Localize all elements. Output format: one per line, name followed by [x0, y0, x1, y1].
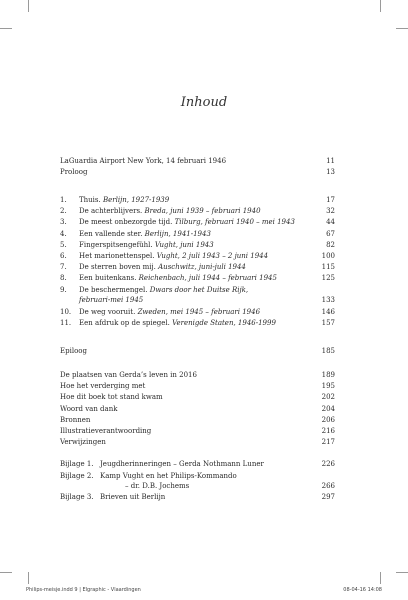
chapter-number: 2. [60, 207, 67, 216]
chapter-subtitle: Berlijn, 1927-1939 [102, 196, 170, 204]
crop-mark [28, 572, 29, 584]
chapter-subtitle: Vught, juni 1943 [154, 240, 214, 249]
crop-mark [380, 0, 381, 12]
chapter-page: 82 [326, 240, 335, 249]
chapter-page: 17 [326, 196, 335, 204]
toc-entry-label: LaGuardia Airport New York, 14 februari 1946 [60, 157, 227, 165]
crop-mark [396, 572, 408, 573]
chapter-title-main: Het marionettenspel. [79, 252, 157, 260]
toc-entry-page: 202 [321, 393, 335, 402]
backmatter-entry [60, 438, 335, 448]
toc-entry-page: 11 [326, 157, 335, 165]
chapter-number: 9. [60, 285, 67, 294]
backmatter-entry [60, 416, 335, 426]
appendix-title-continued: – dr. D.B. Jochems [125, 481, 190, 490]
appendix-title: Kamp Vught en het Philips-Kommando [100, 471, 237, 480]
backmatter-entry [60, 393, 335, 403]
toc-entry-page: 195 [321, 382, 335, 391]
chapter-title [79, 230, 211, 240]
chapter-page: 133 [321, 295, 335, 304]
chapter-title [79, 218, 295, 228]
appendix-page: 266 [321, 481, 335, 490]
chapter-title-main: De sterren boven mij. [79, 263, 159, 272]
chapter-title [79, 263, 246, 273]
chapter-title-main: Thuis. [79, 196, 103, 204]
chapter-page: 115 [321, 263, 335, 272]
toc-entry-page: 189 [321, 371, 335, 379]
chapter-page: 157 [321, 318, 335, 327]
appendix-number: Bijlage 3. [60, 493, 94, 501]
backmatter-entry [60, 382, 335, 392]
chapter-subtitle: Tilburg, februari 1940 – mei 1943 [174, 218, 295, 227]
chapter-subtitle: Zweden, mei 1945 – februari 1946 [137, 307, 261, 316]
chapter-number: 1. [60, 196, 67, 204]
chapter-title-main: De achterblijvers. [79, 207, 145, 216]
chapter-title-main: De meest onbezorgde tijd. [79, 218, 175, 227]
chapter-number: 5. [60, 240, 67, 249]
chapter-subtitle: Vught, 2 juli 1943 – 2 juni 1944 [156, 252, 269, 260]
toc-entry-label: Proloog [60, 168, 88, 176]
appendix-number: Bijlage 2. [60, 471, 94, 480]
toc-entry-label: Hoe dit boek tot stand kwam [60, 393, 163, 402]
toc-entry-page: 217 [321, 438, 335, 447]
chapter-number: 7. [60, 263, 67, 272]
chapter-page: 44 [326, 218, 335, 227]
chapter-entry [60, 196, 335, 206]
crop-mark [0, 28, 12, 29]
footer-right: 08-04-16 14:08 [343, 587, 382, 593]
chapter-subtitle: Berlijn, 1941-1943 [144, 229, 211, 238]
crop-mark [0, 572, 12, 573]
chapter-subtitle: Dwars door het Duitse Rijk, [149, 285, 249, 294]
appendix-entry [60, 493, 335, 503]
appendix-page: 226 [321, 460, 335, 468]
toc-entry-label: Woord van dank [60, 404, 118, 413]
toc-entry-page: 185 [321, 347, 335, 355]
toc-entry [60, 168, 335, 178]
chapter-title-main: Een buitenkans. [79, 274, 139, 283]
backmatter-entry [60, 427, 335, 437]
chapter-title [79, 319, 276, 329]
appendix-entry [60, 472, 335, 492]
chapter-number: 4. [60, 229, 67, 238]
footer-left: Philips-meisje.indd 9 | Elgraphic - Vlaardingen [26, 587, 141, 593]
backmatter-entry [60, 371, 335, 381]
chapter-entry [60, 274, 335, 284]
chapter-page: 125 [321, 274, 335, 283]
chapter-number: 8. [60, 274, 67, 283]
crop-mark [28, 0, 29, 12]
appendix-title: Brieven uit Berlijn [100, 493, 166, 501]
chapter-entry [60, 286, 335, 306]
print-footer [0, 585, 408, 595]
chapter-entry [60, 308, 335, 318]
page-title: Inhoud [180, 95, 228, 110]
chapter-subtitle: Verenigde Staten, 1946-1999 [172, 318, 276, 327]
toc-entry-label: De plaatsen van Gerda’s leven in 2016 [60, 371, 197, 379]
toc-entry [60, 157, 335, 167]
appendix-page: 297 [321, 493, 335, 501]
toc-entry-page: 204 [321, 404, 335, 413]
chapter-title-main: De weg vooruit. [79, 307, 138, 316]
chapter-title-main: Fingerspitsengefühl. [79, 240, 155, 249]
epilogue-entry [60, 347, 335, 357]
chapter-title [79, 241, 214, 251]
toc-entry-page: 206 [321, 415, 335, 424]
appendix-number: Bijlage 1. [60, 460, 94, 468]
chapter-title [79, 274, 277, 284]
chapter-title-main: Een afdruk op de spiegel. [79, 318, 173, 327]
toc-entry-label: Verwijzingen [60, 438, 106, 447]
chapter-entry [60, 319, 335, 329]
crop-mark [396, 28, 408, 29]
toc-entry-label: Illustratieverantwoording [60, 427, 152, 435]
chapter-subtitle: Auschwitz, juni-juli 1944 [158, 263, 246, 272]
appendix-entry [60, 460, 335, 470]
chapter-subtitle: Reichenbach, juli 1944 – februari 1945 [138, 274, 277, 283]
chapter-number: 10. [60, 307, 72, 316]
toc-entry-label: Hoe het verderging met [60, 382, 146, 391]
chapter-number: 11. [60, 318, 72, 327]
toc-entry-label: Epiloog [60, 347, 87, 355]
chapter-entry [60, 252, 335, 262]
toc-entry-page: 216 [321, 427, 335, 435]
chapter-page: 146 [321, 307, 335, 316]
chapter-title-main: De beschermengel. [79, 285, 150, 294]
chapter-title [79, 207, 261, 217]
chapter-subtitle-continued: februari-mei 1945 [79, 295, 144, 304]
chapter-subtitle: Breda, juni 1939 – februari 1940 [144, 207, 261, 216]
chapter-entry [60, 218, 335, 228]
chapter-number: 3. [60, 218, 67, 227]
chapter-title [79, 286, 248, 296]
chapter-entry [60, 263, 335, 273]
chapter-entry [60, 207, 335, 217]
appendix-title: Jeugdherinneringen – Gerda Nothmann Luner [100, 460, 264, 468]
toc-entry-label: Bronnen [60, 415, 91, 424]
chapter-title [79, 196, 169, 206]
chapter-number: 6. [60, 252, 67, 260]
chapter-page: 67 [326, 229, 335, 238]
chapter-page: 100 [321, 252, 335, 260]
chapter-title [79, 308, 260, 318]
toc-entry-page: 13 [326, 168, 335, 176]
chapter-title [79, 252, 268, 262]
chapter-entry [60, 230, 335, 240]
backmatter-entry [60, 405, 335, 415]
chapter-page: 32 [326, 207, 335, 216]
crop-mark [380, 572, 381, 584]
chapter-title-main: Een vallende ster. [79, 229, 145, 238]
chapter-entry [60, 241, 335, 251]
